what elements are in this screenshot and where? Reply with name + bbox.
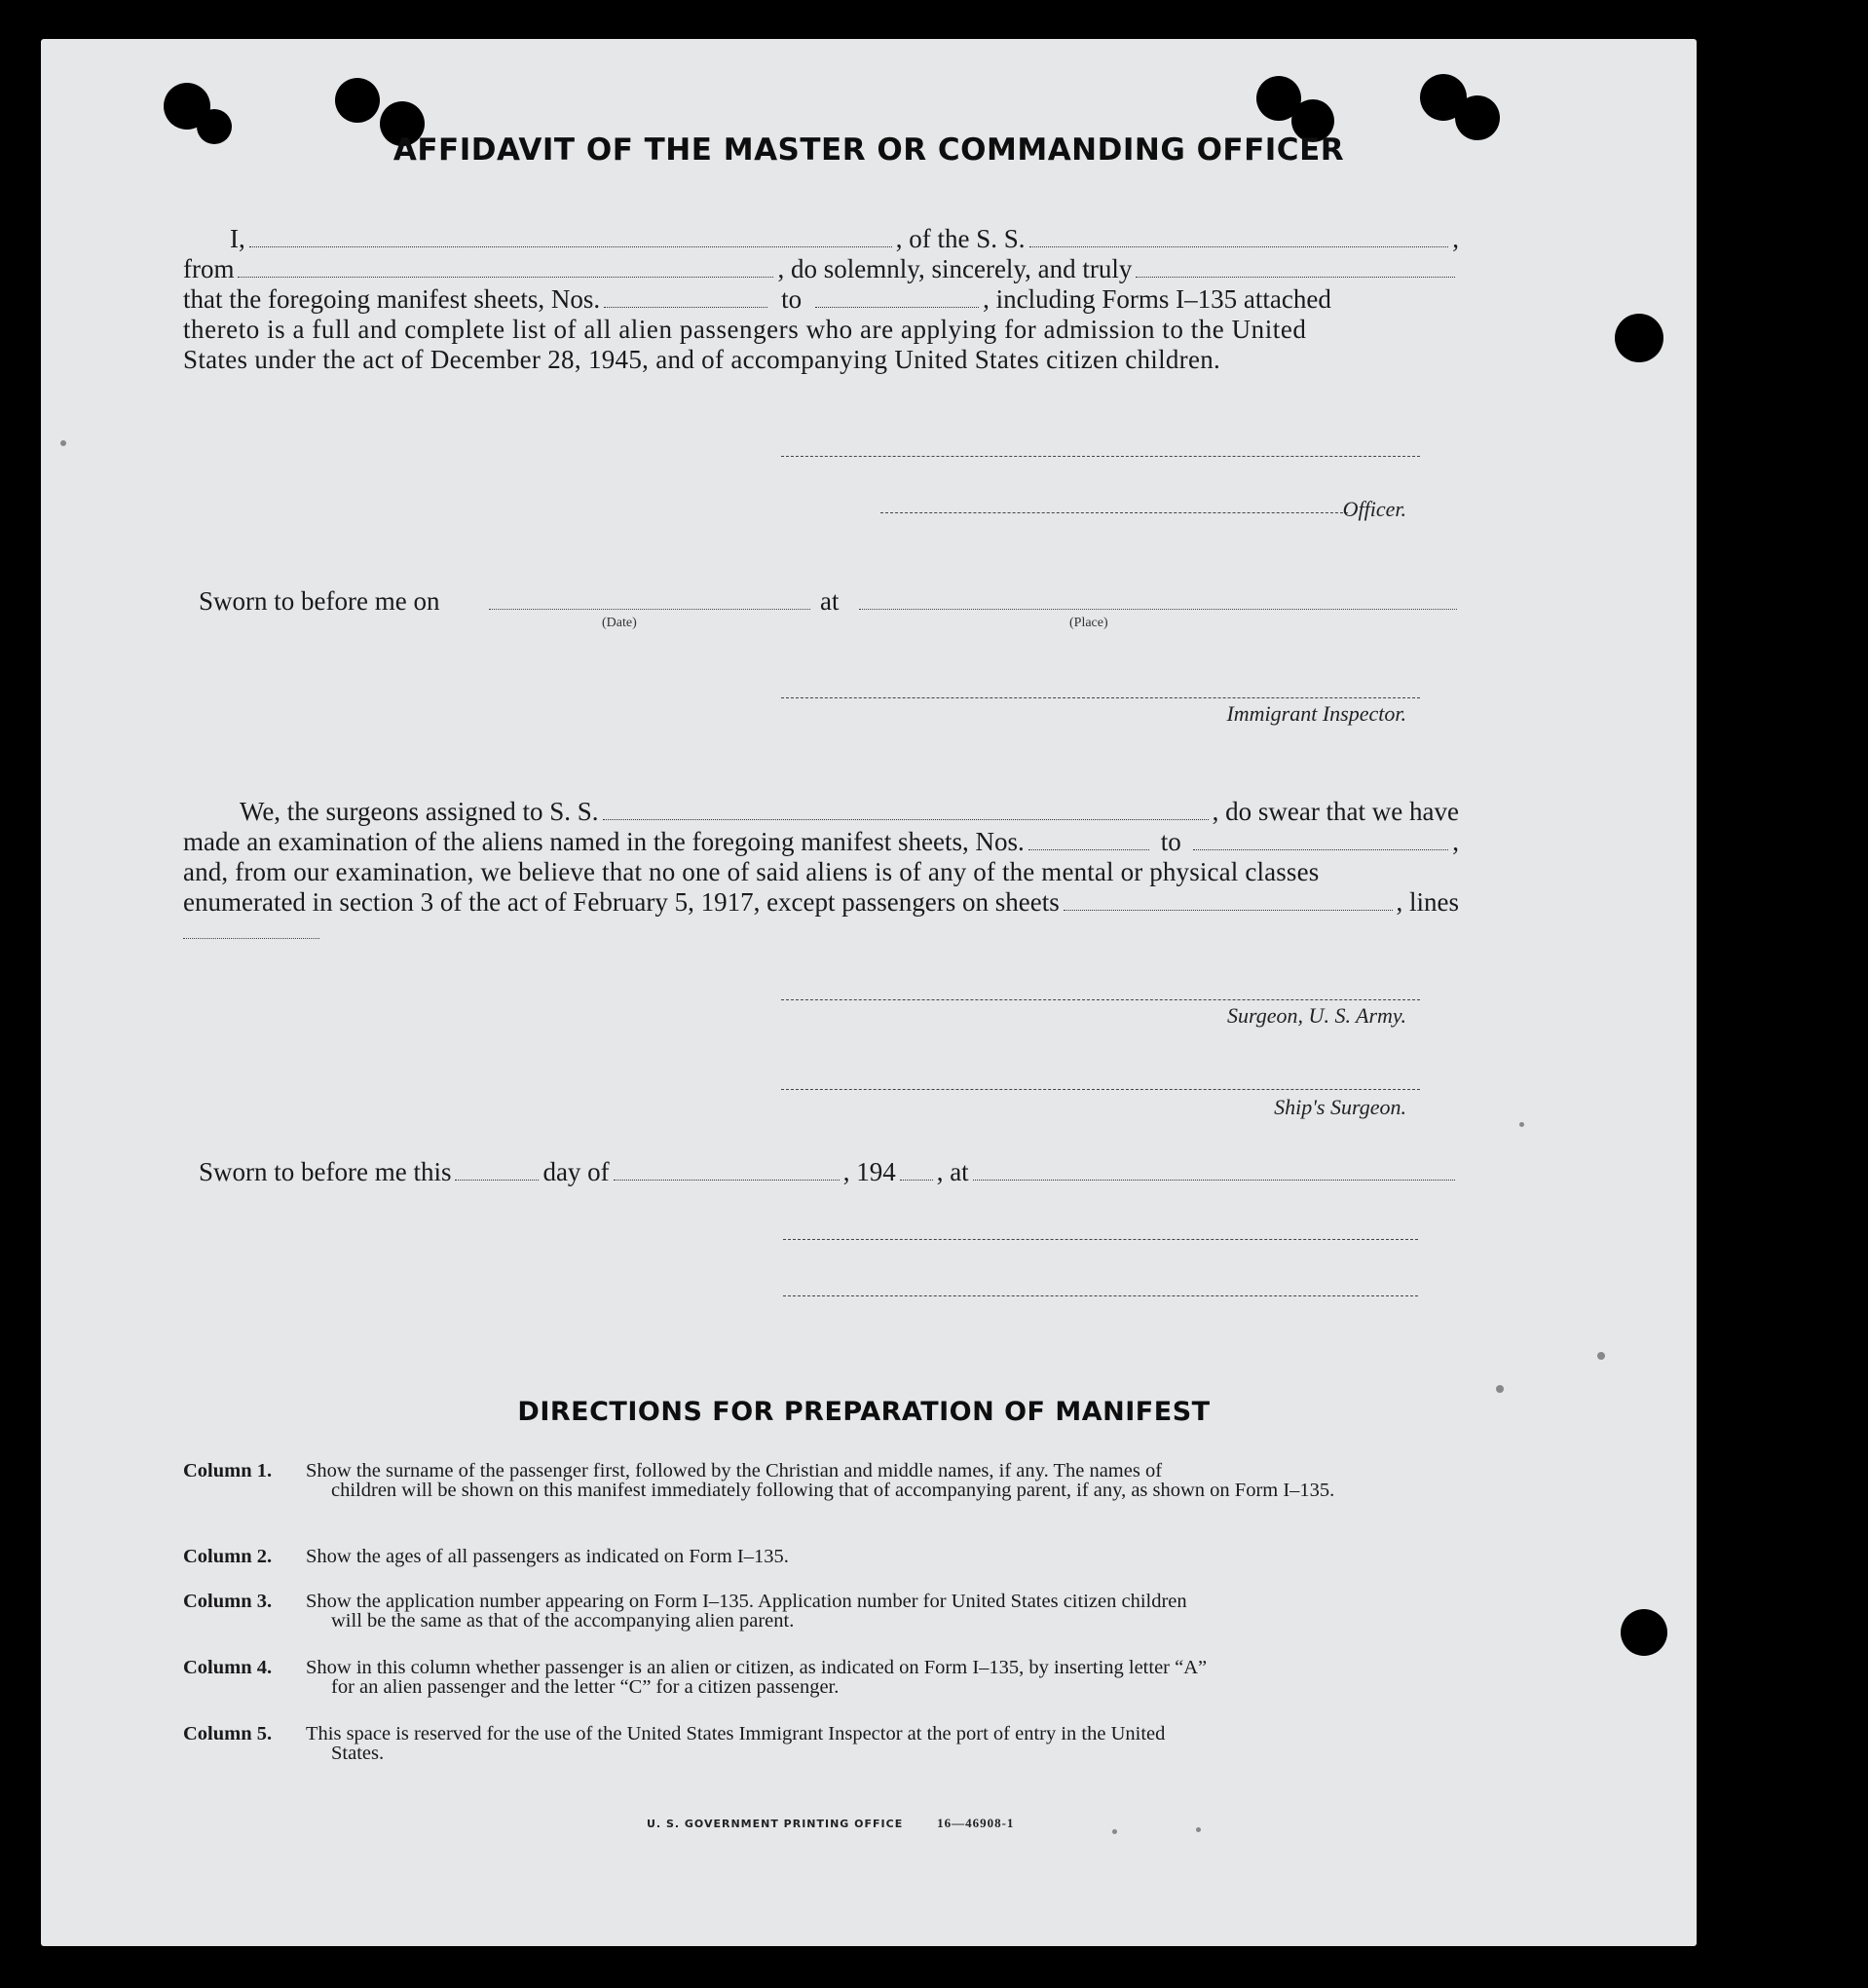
- column-text-line: Show the ages of all passengers as indicated on Form I–135.: [306, 1546, 789, 1567]
- except-sheets-field[interactable]: [1064, 909, 1393, 911]
- text: to: [1160, 827, 1181, 856]
- column-label: Column 4.: [183, 1657, 273, 1678]
- column-text: [306, 1461, 1459, 1500]
- column-text-line: This space is reserved for the use of the United States Immigrant Inspector at the port of entry in the United: [306, 1723, 1166, 1744]
- affidavit-title: AFFIDAVIT OF THE MASTER OR COMMANDING OFFICER: [392, 132, 1345, 168]
- sworn-signature-line-1[interactable]: [783, 1239, 1418, 1240]
- affidavit-line-3: [183, 284, 1459, 315]
- affidavit-line-4: thereto is a full and complete list of all alien passengers who are applying for admission to the United: [183, 315, 1307, 344]
- column-text-cont: will be the same as that of the accompanying alien parent.: [331, 1610, 795, 1632]
- officer-signature-line[interactable]: [781, 456, 1420, 457]
- text: , including Forms I–135 attached: [983, 284, 1331, 314]
- army-surgeon-label: Surgeon, U. S. Army.: [1227, 1003, 1406, 1028]
- year-field[interactable]: [900, 1179, 933, 1181]
- army-surgeon-signature-line[interactable]: [781, 999, 1420, 1000]
- surgeon-ship-field[interactable]: [603, 818, 1209, 820]
- text: , lines: [1396, 887, 1459, 917]
- sworn-line-2: [199, 1157, 1459, 1187]
- text: made an examination of the aliens named in the foregoing manifest sheets, Nos.: [183, 827, 1025, 856]
- column-text: [306, 1592, 1459, 1631]
- speck: [1597, 1352, 1605, 1360]
- printer-name: U. S. GOVERNMENT PRINTING OFFICE: [647, 1818, 904, 1830]
- text: ,: [1452, 224, 1459, 253]
- text: from: [183, 254, 235, 283]
- text: that the foregoing manifest sheets, Nos.: [183, 284, 601, 314]
- text: , 194: [842, 1157, 896, 1186]
- port-from-field[interactable]: [238, 276, 773, 278]
- surgeons-line-4: [183, 887, 1459, 918]
- text: , do swear that we have: [1212, 797, 1459, 826]
- sheet-from-field[interactable]: [604, 306, 767, 308]
- surgeons-line-1: [183, 797, 1459, 827]
- day-field[interactable]: [455, 1179, 539, 1181]
- affidavit-line-2: [183, 254, 1459, 284]
- lines-field[interactable]: [183, 938, 319, 939]
- speck: [1496, 1385, 1504, 1393]
- date-label: (Date): [602, 616, 637, 630]
- punch-hole: [335, 78, 380, 123]
- speck: [1519, 1122, 1524, 1127]
- text: enumerated in section 3 of the act of February 5, 1917, except passengers on sheets: [183, 887, 1060, 917]
- column-text: [306, 1547, 1459, 1566]
- text: , at: [936, 1157, 969, 1186]
- column-label: Column 3.: [183, 1591, 273, 1612]
- text: , of the S. S.: [895, 224, 1026, 253]
- column-text-cont: for an alien passenger and the letter “C” for a citizen passenger.: [331, 1676, 840, 1698]
- text: ,: [1452, 827, 1459, 856]
- ship-name-field[interactable]: [1029, 245, 1449, 247]
- date-field[interactable]: [489, 609, 810, 610]
- punch-hole: [1621, 1609, 1667, 1656]
- surgeons-line-2: [183, 827, 1459, 857]
- place-label: (Place): [1069, 616, 1108, 630]
- column-label: Column 2.: [183, 1546, 273, 1567]
- affidavit-line-1: [183, 224, 1459, 254]
- sworn-at: at: [820, 586, 840, 616]
- text: I,: [230, 224, 245, 253]
- column-label: Column 5.: [183, 1723, 273, 1744]
- column-text-line: Show in this column whether passenger is an alien or citizen, as indicated on Form I–135, by inserting letter “A”: [306, 1657, 1208, 1678]
- text: to: [781, 284, 803, 314]
- officer-label: Officer.: [1342, 497, 1406, 521]
- column-text: [306, 1724, 1459, 1763]
- punch-hole: [1615, 314, 1663, 362]
- month-field[interactable]: [614, 1179, 840, 1181]
- printer-footer: [647, 1816, 1014, 1831]
- column-text-cont: children will be shown on this manifest immediately following that of accompanying parent, if any, as shown on Form I–135.: [331, 1480, 1335, 1501]
- exam-sheet-to-field[interactable]: [1193, 848, 1448, 850]
- inspector-label: Immigrant Inspector.: [1226, 701, 1406, 726]
- column-label: Column 1.: [183, 1460, 273, 1482]
- form-code: 16—46908-1: [937, 1816, 1015, 1830]
- speck: [1196, 1827, 1201, 1832]
- column-text-line: Show the application number appearing on Form I–135. Application number for United States citizen children: [306, 1591, 1187, 1612]
- speck: [1112, 1829, 1117, 1834]
- speck: [60, 440, 66, 446]
- sheet-to-field[interactable]: [815, 306, 979, 308]
- directions-title: DIRECTIONS FOR PREPARATION OF MANIFEST: [517, 1397, 1211, 1427]
- sworn-place-field[interactable]: [973, 1179, 1455, 1181]
- place-field[interactable]: [859, 609, 1457, 610]
- declaration-field[interactable]: [1136, 276, 1455, 278]
- surgeons-line-3: and, from our examination, we believe that no one of said aliens is of any of the mental or physical classes: [183, 857, 1320, 886]
- sworn-signature-line-2[interactable]: [783, 1295, 1418, 1296]
- inspector-signature-line[interactable]: [781, 697, 1420, 698]
- column-text: [306, 1658, 1459, 1697]
- text: day of: [542, 1157, 610, 1186]
- text: , do solemnly, sincerely, and truly: [777, 254, 1133, 283]
- text: We, the surgeons assigned to S. S.: [240, 797, 599, 826]
- text: Sworn to before me on: [199, 586, 440, 616]
- column-text-cont: States.: [331, 1743, 385, 1764]
- text: Sworn to before me this: [199, 1157, 452, 1186]
- form-sheet: [41, 39, 1697, 1946]
- master-name-field[interactable]: [249, 245, 892, 247]
- exam-sheet-from-field[interactable]: [1028, 848, 1149, 850]
- ships-surgeon-signature-line[interactable]: [781, 1089, 1420, 1090]
- affidavit-line-5: States under the act of December 28, 1945, and of accompanying United States citizen children.: [183, 345, 1221, 374]
- column-text-line: Show the surname of the passenger first, followed by the Christian and middle names, if any. The names of: [306, 1460, 1163, 1482]
- ships-surgeon-label: Ship's Surgeon.: [1274, 1095, 1406, 1119]
